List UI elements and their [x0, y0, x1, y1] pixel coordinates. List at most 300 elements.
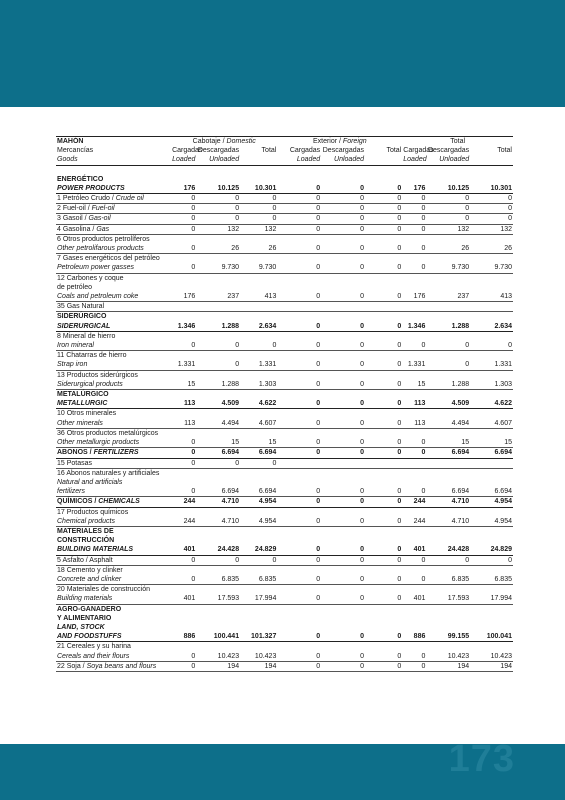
- value-cell: 0: [171, 487, 196, 497]
- value-cell: 1.331: [171, 360, 196, 370]
- value-cell: 0: [277, 555, 321, 565]
- value-cell: 0: [365, 448, 402, 458]
- value-cell: 0: [365, 214, 402, 224]
- value-cell: 26: [470, 244, 513, 254]
- item-label: 5 Asfalto / Asphalt: [56, 555, 171, 565]
- value-cell: 6.835: [240, 575, 277, 585]
- value-cell: 24.428: [426, 545, 470, 555]
- value-cell: 4.710: [426, 517, 470, 527]
- value-cell: 0: [365, 244, 402, 254]
- value-cell: 0: [277, 594, 321, 604]
- item-label-en: Other petrolifarous products: [56, 244, 171, 254]
- value-cell: 4.622: [470, 399, 513, 409]
- value-cell: 0: [171, 448, 196, 458]
- value-cell: 0: [196, 214, 240, 224]
- value-cell: 0: [171, 194, 196, 204]
- row-label: 21 Cereales y su harina: [57, 643, 131, 651]
- item-row: [56, 204, 513, 214]
- row-label: METALÚRGICO: [57, 391, 109, 399]
- item-row: [56, 380, 513, 390]
- item-row: [56, 419, 513, 429]
- item-label-en: Concrete and clinker: [56, 575, 171, 585]
- value-cell: 1.331: [240, 360, 277, 370]
- table-body: [56, 175, 513, 672]
- value-cell: 4.710: [196, 517, 240, 527]
- value-cell: 0: [470, 204, 513, 214]
- value-cell: [365, 458, 402, 468]
- group-row: [56, 545, 513, 555]
- value-cell: 0: [321, 594, 365, 604]
- value-cell: 4.509: [426, 399, 470, 409]
- item-row: [56, 594, 513, 604]
- value-cell: 0: [171, 263, 196, 273]
- group-row: [56, 604, 513, 614]
- value-cell: 0: [277, 632, 321, 642]
- value-cell: 0: [365, 224, 402, 234]
- value-cell: 0: [321, 244, 365, 254]
- item-row: [56, 652, 513, 662]
- group-row: [56, 497, 513, 507]
- value-cell: 401: [171, 594, 196, 604]
- value-cell: 0: [402, 244, 426, 254]
- value-cell: 0: [470, 194, 513, 204]
- value-cell: 401: [402, 545, 426, 555]
- value-cell: 6.835: [426, 575, 470, 585]
- value-cell: 6.694: [426, 487, 470, 497]
- port-name: MAHÓN: [56, 137, 171, 147]
- value-cell: 0: [196, 458, 240, 468]
- value-cell: 244: [171, 497, 196, 507]
- value-cell: 194: [470, 661, 513, 671]
- value-cell: 26: [240, 244, 277, 254]
- item-row: [56, 273, 513, 283]
- item-row: [56, 507, 513, 517]
- value-cell: 0: [171, 458, 196, 468]
- value-cell: 194: [196, 661, 240, 671]
- value-cell: 0: [171, 244, 196, 254]
- value-cell: 132: [240, 224, 277, 234]
- value-cell: 6.694: [240, 448, 277, 458]
- value-cell: 0: [321, 575, 365, 585]
- value-cell: 0: [196, 194, 240, 204]
- value-cell: 0: [402, 214, 426, 224]
- item-row: [56, 517, 513, 527]
- value-cell: 0: [402, 575, 426, 585]
- item-row: [56, 458, 513, 468]
- value-cell: 0: [321, 399, 365, 409]
- value-cell: 17.593: [426, 594, 470, 604]
- row-label: 36 Otros productos metalúrgicos: [57, 429, 159, 437]
- value-cell: 1.288: [196, 322, 240, 332]
- value-cell: 4.954: [240, 517, 277, 527]
- value-cell: 0: [321, 341, 365, 351]
- value-cell: 24.829: [240, 545, 277, 555]
- value-cell: 24.428: [196, 545, 240, 555]
- value-cell: 0: [470, 341, 513, 351]
- value-cell: 0: [365, 380, 402, 390]
- value-cell: 194: [240, 661, 277, 671]
- value-cell: 0: [365, 263, 402, 273]
- value-cell: 10.423: [470, 652, 513, 662]
- row-label: Y ALIMENTARIO: [57, 614, 112, 622]
- value-cell: 0: [277, 184, 321, 194]
- value-cell: 9.730: [240, 263, 277, 273]
- row-label: 8 Mineral de hierro: [57, 332, 116, 340]
- value-cell: 6.694: [240, 487, 277, 497]
- group-label: ABONOS / FERTILIZERS: [56, 448, 171, 458]
- value-cell: [402, 458, 426, 468]
- group-row: [56, 632, 513, 642]
- goods-heading-en: Goods: [56, 155, 171, 165]
- total-column-heading: Total: [497, 147, 512, 155]
- value-cell: 0: [365, 322, 402, 332]
- value-cell: 1.288: [196, 380, 240, 390]
- item-label-en: Petroleum power gasses: [56, 263, 171, 273]
- value-cell: 26: [196, 244, 240, 254]
- value-cell: 6.694: [470, 487, 513, 497]
- row-label: LAND, STOCK: [57, 623, 105, 631]
- item-row: [56, 585, 513, 595]
- unloaded-heading-es: Descargadas: [197, 147, 240, 155]
- value-cell: 0: [196, 360, 240, 370]
- value-cell: 2.634: [240, 322, 277, 332]
- item-label-en: fertilizers: [56, 487, 171, 497]
- item-row: [56, 351, 513, 361]
- value-cell: 26: [426, 244, 470, 254]
- value-cell: 0: [365, 341, 402, 351]
- value-cell: [470, 458, 513, 468]
- value-cell: 0: [277, 224, 321, 234]
- value-cell: 0: [321, 380, 365, 390]
- value-cell: 132: [470, 224, 513, 234]
- value-cell: 0: [402, 448, 426, 458]
- group-row: [56, 390, 513, 400]
- group-row: [56, 614, 513, 623]
- value-cell: 0: [321, 360, 365, 370]
- item-label: 3 Gasoil / Gas-oil: [56, 214, 171, 224]
- value-cell: 0: [365, 594, 402, 604]
- value-cell: 0: [402, 438, 426, 448]
- value-cell: 4.710: [426, 497, 470, 507]
- value-cell: 413: [240, 292, 277, 302]
- loaded-heading-es: Cargadas: [289, 147, 321, 155]
- domestic-heading: Cabotaje / Domestic: [171, 137, 277, 147]
- value-cell: 0: [277, 380, 321, 390]
- value-cell: 0: [277, 244, 321, 254]
- group-row: [56, 526, 513, 536]
- value-cell: 4.954: [470, 497, 513, 507]
- row-label: 16 Abonos naturales y artificiales: [57, 469, 160, 477]
- value-cell: 1.346: [402, 322, 426, 332]
- value-cell: 0: [321, 632, 365, 642]
- value-cell: 24.829: [470, 545, 513, 555]
- row-label: de petróleo: [57, 283, 93, 291]
- value-cell: 0: [196, 555, 240, 565]
- value-cell: 194: [426, 661, 470, 671]
- value-cell: 17.994: [470, 594, 513, 604]
- value-cell: 0: [277, 545, 321, 555]
- value-cell: 0: [171, 224, 196, 234]
- value-cell: 0: [365, 661, 402, 671]
- value-cell: 0: [171, 214, 196, 224]
- item-row: [56, 478, 513, 487]
- value-cell: 6.694: [426, 448, 470, 458]
- value-cell: 10.301: [470, 184, 513, 194]
- value-cell: [277, 458, 321, 468]
- value-cell: 1.288: [426, 380, 470, 390]
- value-cell: 0: [277, 497, 321, 507]
- value-cell: 0: [365, 399, 402, 409]
- value-cell: 237: [426, 292, 470, 302]
- row-label: CONSTRUCCIÓN: [57, 537, 115, 545]
- value-cell: 0: [365, 545, 402, 555]
- value-cell: 100.041: [470, 632, 513, 642]
- row-label: 11 Chatarras de hierro: [57, 352, 127, 360]
- item-row: [56, 244, 513, 254]
- value-cell: 0: [240, 194, 277, 204]
- value-cell: 0: [365, 204, 402, 214]
- value-cell: 10.301: [240, 184, 277, 194]
- item-label-en: Other minerals: [56, 419, 171, 429]
- value-cell: 0: [321, 184, 365, 194]
- group-label-en: METALLURGIC: [56, 399, 171, 409]
- unloaded-heading-en: Unloaded: [321, 155, 365, 165]
- unloaded-heading-en: Unloaded: [196, 155, 240, 165]
- item-row: [56, 263, 513, 273]
- item-row: [56, 214, 513, 224]
- group-row: [56, 322, 513, 332]
- value-cell: 0: [277, 419, 321, 429]
- loaded-heading-en: Loaded: [403, 156, 427, 164]
- value-cell: 0: [365, 487, 402, 497]
- item-label: 2 Fuel-oil / Fuel-oil: [56, 204, 171, 214]
- value-cell: 0: [402, 194, 426, 204]
- value-cell: 237: [196, 292, 240, 302]
- total-column-heading: Total: [386, 147, 402, 155]
- value-cell: 176: [402, 184, 426, 194]
- header-band: [0, 0, 565, 107]
- value-cell: 0: [277, 661, 321, 671]
- value-cell: 1.331: [470, 360, 513, 370]
- value-cell: 0: [277, 399, 321, 409]
- item-row: [56, 292, 513, 302]
- value-cell: 244: [171, 517, 196, 527]
- value-cell: 0: [402, 224, 426, 234]
- value-cell: 1.303: [240, 380, 277, 390]
- item-row: [56, 468, 513, 478]
- value-cell: 886: [402, 632, 426, 642]
- value-cell: 1.331: [402, 360, 426, 370]
- item-label-en: Coals and petroleum coke: [56, 292, 171, 302]
- unloaded-heading-en: Unloaded: [426, 155, 470, 165]
- value-cell: 0: [277, 322, 321, 332]
- value-cell: 0: [277, 204, 321, 214]
- value-cell: 0: [240, 555, 277, 565]
- row-label: 18 Cemento y clinker: [57, 566, 123, 574]
- value-cell: 0: [277, 292, 321, 302]
- item-row: [56, 224, 513, 234]
- item-row: [56, 575, 513, 585]
- goods-heading-es: Mercancías: [57, 147, 94, 155]
- row-label: 12 Carbones y coque: [57, 274, 124, 282]
- row-label: 13 Productos siderúrgicos: [57, 371, 138, 379]
- value-cell: 113: [171, 399, 196, 409]
- value-cell: 244: [402, 497, 426, 507]
- item-row: [56, 302, 513, 312]
- value-cell: 0: [321, 263, 365, 273]
- group-label-en: BUILDING MATERIALS: [56, 545, 171, 555]
- group-row: [56, 536, 513, 545]
- row-label: 20 Materiales de construcción: [57, 586, 150, 594]
- value-cell: 0: [277, 438, 321, 448]
- value-cell: 15: [402, 380, 426, 390]
- value-cell: 9.730: [470, 263, 513, 273]
- value-cell: 10.125: [426, 184, 470, 194]
- item-row: [56, 409, 513, 419]
- value-cell: 6.694: [470, 448, 513, 458]
- value-cell: 17.593: [196, 594, 240, 604]
- value-cell: 6.835: [196, 575, 240, 585]
- value-cell: 0: [365, 438, 402, 448]
- value-cell: 4.607: [470, 419, 513, 429]
- value-cell: 1.288: [426, 322, 470, 332]
- group-label-en: AND FOODSTUFFS: [56, 632, 171, 642]
- value-cell: 17.994: [240, 594, 277, 604]
- value-cell: 0: [321, 194, 365, 204]
- value-cell: 0: [277, 517, 321, 527]
- group-label-en: SIDERURGICAL: [56, 322, 171, 332]
- value-cell: 4.607: [240, 419, 277, 429]
- group-row: [56, 623, 513, 632]
- loaded-heading-en: Loaded: [172, 156, 196, 164]
- item-row: [56, 370, 513, 380]
- item-label: 1 Petróleo Crudo / Crude oil: [56, 194, 171, 204]
- value-cell: 0: [402, 204, 426, 214]
- value-cell: 101.327: [240, 632, 277, 642]
- row-label: SIDERÚRGICO: [57, 313, 107, 321]
- value-cell: 0: [321, 204, 365, 214]
- value-cell: 0: [171, 555, 196, 565]
- value-cell: 0: [321, 497, 365, 507]
- value-cell: 1.303: [470, 380, 513, 390]
- item-row: [56, 341, 513, 351]
- value-cell: 0: [426, 555, 470, 565]
- value-cell: [426, 458, 470, 468]
- row-label: ENERGÉTICO: [57, 175, 104, 183]
- value-cell: 0: [321, 322, 365, 332]
- item-row: [56, 428, 513, 438]
- value-cell: 0: [240, 204, 277, 214]
- value-cell: 0: [277, 194, 321, 204]
- item-row: [56, 331, 513, 341]
- row-label: 7 Gases energéticos del petróleo: [57, 255, 160, 263]
- value-cell: 244: [402, 517, 426, 527]
- value-cell: 0: [365, 575, 402, 585]
- value-cell: 0: [321, 448, 365, 458]
- page-number: 173: [448, 738, 515, 780]
- item-row: [56, 487, 513, 497]
- group-label: QUÍMICOS / CHEMICALS: [56, 497, 171, 507]
- item-row: [56, 194, 513, 204]
- value-cell: 99.155: [426, 632, 470, 642]
- value-cell: 0: [240, 458, 277, 468]
- item-row: [56, 642, 513, 652]
- row-label: MATERIALES DE: [57, 527, 114, 535]
- group-row: [56, 312, 513, 322]
- value-cell: 0: [365, 419, 402, 429]
- foreign-heading: Exterior / Foreign: [277, 137, 402, 147]
- value-cell: 0: [365, 360, 402, 370]
- value-cell: 132: [426, 224, 470, 234]
- group-row: [56, 175, 513, 184]
- value-cell: 4.494: [196, 419, 240, 429]
- value-cell: 0: [426, 204, 470, 214]
- value-cell: 0: [402, 263, 426, 273]
- item-row: [56, 565, 513, 575]
- value-cell: 113: [402, 399, 426, 409]
- value-cell: 9.730: [196, 263, 240, 273]
- value-cell: 0: [321, 652, 365, 662]
- group-row: [56, 184, 513, 194]
- item-label: 15 Potasas: [56, 458, 171, 468]
- value-cell: 0: [426, 341, 470, 351]
- total-heading: Total: [402, 137, 513, 147]
- value-cell: 10.423: [196, 652, 240, 662]
- row-label: Natural and artificials: [57, 478, 123, 486]
- value-cell: 0: [171, 652, 196, 662]
- item-label-en: Siderurgical products: [56, 380, 171, 390]
- item-row: [56, 234, 513, 244]
- value-cell: 0: [171, 661, 196, 671]
- value-cell: 0: [321, 517, 365, 527]
- row-label: 35 Gas Natural: [56, 302, 513, 312]
- value-cell: 0: [196, 341, 240, 351]
- value-cell: 0: [240, 341, 277, 351]
- value-cell: 0: [365, 652, 402, 662]
- value-cell: 0: [365, 194, 402, 204]
- item-row: [56, 438, 513, 448]
- item-label-en: Strap iron: [56, 360, 171, 370]
- value-cell: 0: [426, 360, 470, 370]
- item-label-en: Cereals and their flours: [56, 652, 171, 662]
- value-cell: 176: [402, 292, 426, 302]
- value-cell: 0: [365, 517, 402, 527]
- value-cell: 10.423: [426, 652, 470, 662]
- value-cell: 100.441: [196, 632, 240, 642]
- value-cell: 0: [277, 214, 321, 224]
- value-cell: 0: [365, 555, 402, 565]
- loaded-heading-en: Loaded: [277, 155, 321, 165]
- value-cell: 6.694: [196, 487, 240, 497]
- value-cell: 10.125: [196, 184, 240, 194]
- value-cell: 6.694: [196, 448, 240, 458]
- item-row: [56, 555, 513, 565]
- value-cell: 113: [402, 419, 426, 429]
- item-label: 4 Gasolina / Gas: [56, 224, 171, 234]
- value-cell: 15: [171, 380, 196, 390]
- item-label: 22 Soja / Soya beans and flours: [56, 661, 171, 671]
- value-cell: [321, 458, 365, 468]
- value-cell: 132: [196, 224, 240, 234]
- value-cell: 0: [365, 184, 402, 194]
- value-cell: 6.835: [470, 575, 513, 585]
- value-cell: 4.494: [426, 419, 470, 429]
- value-cell: 0: [365, 497, 402, 507]
- value-cell: 0: [321, 661, 365, 671]
- group-row: [56, 448, 513, 458]
- value-cell: 0: [321, 292, 365, 302]
- item-row: [56, 360, 513, 370]
